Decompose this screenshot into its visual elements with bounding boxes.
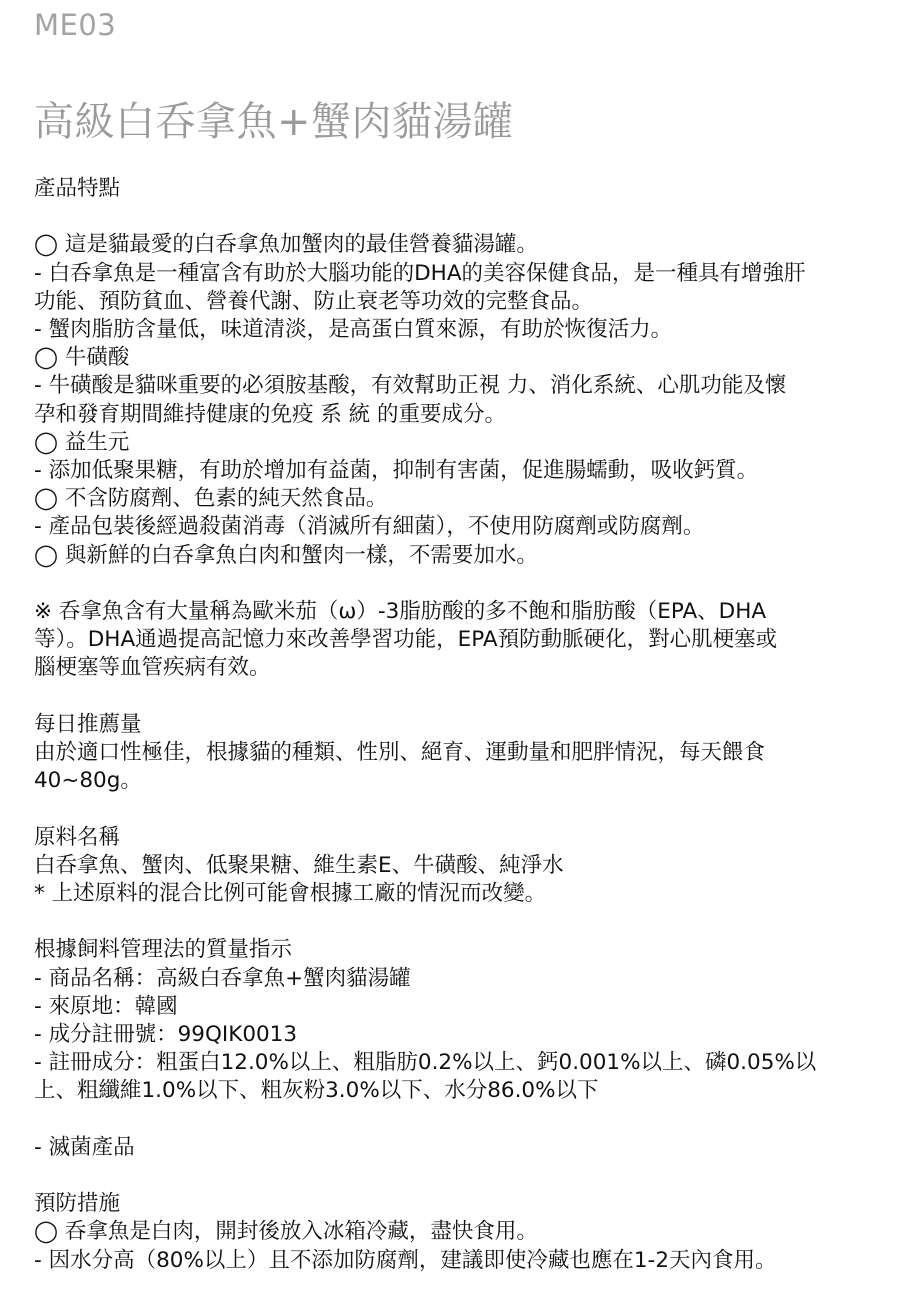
ingredients-line: 白呑拿魚、蟹肉、低聚果糖、維生素E、牛磺酸、純淨水 — [34, 852, 564, 878]
product-code: ME03 — [34, 8, 117, 42]
quality-line: 上、粗纖維1.0%以下、粗灰粉3.0%以下、水分86.0%以下 — [34, 1078, 599, 1104]
daily-amount-line: 由於適口性極佳，根據貓的種類、性別、絕育、運動量和肥胖情況，每天餵食 — [34, 740, 766, 766]
precautions-line: ◯ 呑拿魚是白肉，開封後放入冰箱冷藏，盡快食用。 — [34, 1219, 538, 1245]
features-line: 孕和發育期間維持健康的免疫 系 統 的重要成分。 — [34, 401, 507, 427]
note-line: 等）。DHA通過提高記憶力來改善學習功能，EPA預防動脈硬化，對心肌梗塞或 — [34, 627, 778, 653]
quality-line: - 商品名稱：高級白呑拿魚+蟹肉貓湯罐 — [34, 965, 411, 991]
features-line: ◯ 與新鮮的白呑拿魚白肉和蟹肉一樣，不需要加水。 — [34, 542, 538, 568]
features-line: - 產品包裝後經過殺菌消毒（消滅所有細菌），不使用防腐劑或防腐劑。 — [34, 514, 705, 540]
quality-line: - 註冊成分：粗蛋白12.0%以上、粗脂肪0.2%以上、鈣0.001%以上、磷0.05%以 — [34, 1050, 817, 1076]
features-line: ◯ 牛磺酸 — [34, 345, 130, 371]
ingredients-section — [34, 824, 874, 909]
daily-amount-line: 40~80g。 — [34, 768, 142, 794]
ingredients-heading: 原料名稱 — [34, 824, 121, 850]
features-line: - 白呑拿魚是一種富含有助於大腦功能的DHA的美容保健食品，是一種具有增強肝 — [34, 260, 806, 286]
quality-section — [34, 936, 874, 1105]
product-description — [34, 175, 874, 1275]
daily-amount-heading: 每日推薦量 — [34, 711, 142, 737]
features-line: ◯ 這是貓最愛的白呑拿魚加蟹肉的最佳營養貓湯罐。 — [34, 232, 538, 258]
features-line: ◯ 益生元 — [34, 429, 130, 455]
features-section — [34, 175, 874, 570]
features-line: - 蟹肉脂肪含量低，味道清淡，是高蛋白質來源，有助於恢復活力。 — [34, 317, 673, 342]
features-line: - 添加低聚果糖，有助於增加有益菌，抑制有害菌，促進腸蠕動，吸收鈣質。 — [34, 458, 759, 484]
precautions-heading: 預防措施 — [34, 1191, 121, 1217]
quality-line: - 成分註冊號：99QIK0013 — [34, 1022, 298, 1048]
omega3-note — [34, 598, 874, 683]
features-line: - 牛磺酸是貓咪重要的必須胺基酸，有效幫助正視 力、消化系統、心肌功能及懷 — [34, 373, 787, 399]
note-line: ※ 呑拿魚含有大量稱為歐米茄（ω）-3脂肪酸的多不飽和脂肪酸（EPA、DHA — [34, 599, 767, 625]
features-line: ◯ 不含防腐劑、色素的純天然食品。 — [34, 486, 388, 512]
precautions-section — [34, 1190, 874, 1275]
sterilized-label: - 滅菌產品 — [34, 1134, 135, 1160]
features-heading: 產品特點 — [34, 176, 121, 201]
features-line: 功能、預防貧血、營養代謝、防止衰老等功效的完整食品。 — [34, 288, 594, 314]
ingredients-line: * 上述原料的混合比例可能會根據工廠的情況而改變。 — [34, 881, 547, 907]
daily-amount-section — [34, 711, 874, 796]
page-title: 高級白呑拿魚+蟹肉貓湯罐 — [34, 99, 514, 145]
precautions-line: - 因水分高（80%以上）且不添加防腐劑，建議即使冷藏也應在1-2天內食用。 — [34, 1247, 777, 1273]
quality-line: - 來原地：韓國 — [34, 993, 178, 1019]
quality-heading: 根據飼料管理法的質量指示 — [34, 937, 293, 963]
note-line: 腦梗塞等血管疾病有效。 — [34, 655, 271, 681]
